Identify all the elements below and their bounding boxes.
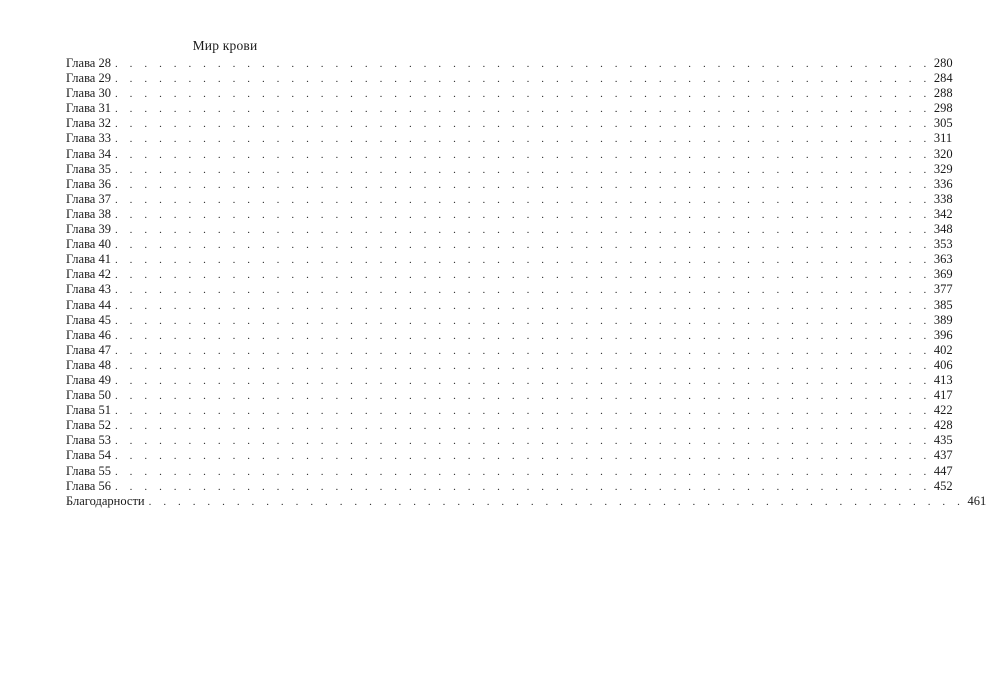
dot-leader: . . . . . . . . . . . . . . . . . . . . . . . . . . . . . . . . . . . . . . . . . . . . . . . . . . . . . . . .: [114, 359, 931, 372]
toc-entry: [66, 433, 953, 448]
toc-entry-label: Глава 30: [66, 86, 111, 101]
toc-entry-page-number: 369: [933, 267, 953, 282]
toc-entry-page-number: 342: [933, 206, 953, 221]
toc-entry: [66, 342, 953, 358]
toc-entry-page-number: 338: [933, 191, 953, 206]
toc-entry: [66, 131, 953, 146]
toc-entry-label: Глава 54: [66, 448, 111, 463]
toc-entry-label: Глава 34: [66, 146, 111, 161]
toc-entry-label: Глава 28: [66, 56, 111, 70]
dot-leader: . . . . . . . . . . . . . . . . . . . . . . . . . . . . . . . . . . . . . . . . . . . . . . . . . . . . . . . .: [114, 103, 931, 116]
toc-entry-page-number: 402: [933, 342, 953, 357]
dot-leader: . . . . . . . . . . . . . . . . . . . . . . . . . . . . . . . . . . . . . . . . . . . . . . . . . . . . . . . .: [114, 133, 931, 146]
dot-leader: . . . . . . . . . . . . . . . . . . . . . . . . . . . . . . . . . . . . . . . . . . . . . . . . . . . . . . . .: [114, 148, 931, 161]
toc-entry-label: Глава 52: [66, 418, 111, 433]
toc-entry: [66, 448, 953, 463]
toc-entry: [66, 191, 953, 207]
toc-entry-label: Глава 47: [66, 342, 111, 357]
toc-entry-label: Глава 53: [66, 433, 111, 448]
toc-entry-page-number: 406: [933, 357, 953, 372]
toc-entry-page-number: 447: [933, 463, 953, 478]
toc-entry-label: Глава 39: [66, 222, 111, 237]
toc-entry: [66, 403, 953, 418]
dot-leader: . . . . . . . . . . . . . . . . . . . . . . . . . . . . . . . . . . . . . . . . . . . . . . . . . . . . . . . .: [114, 435, 931, 448]
toc-entry: [66, 357, 953, 373]
toc-entry: [66, 116, 953, 131]
toc-entry-label: Глава 55: [66, 463, 111, 478]
toc-entry-page-number: 329: [933, 161, 953, 176]
toc-entry-page-number: 377: [933, 282, 953, 297]
toc-entry: [66, 388, 953, 403]
toc-entry-label: Благодарности: [66, 493, 145, 508]
toc-entry-page-number: 422: [933, 403, 953, 418]
toc-entry: [66, 176, 953, 192]
toc-entry: [66, 267, 953, 282]
toc-entry-page-number: 348: [933, 222, 953, 237]
toc-entry: [66, 372, 953, 388]
toc-entry: [66, 86, 953, 101]
toc-entry-page-number: 284: [933, 71, 953, 86]
toc-entry-label: Глава 56: [66, 478, 111, 493]
table-of-contents: [66, 56, 986, 509]
toc-entry-page-number: 288: [933, 86, 953, 101]
toc-entry: [66, 297, 953, 313]
toc-entry-page-number: 396: [933, 327, 953, 342]
toc-entry-label: Глава 37: [66, 191, 111, 206]
toc-entry: [66, 101, 953, 116]
toc-entry-page-number: 452: [933, 478, 953, 493]
toc-entry-page-number: 413: [933, 372, 953, 387]
toc-entry: [66, 237, 953, 252]
toc-entry-label: Глава 48: [66, 357, 111, 372]
toc-entry-page-number: 353: [933, 237, 953, 252]
dot-leader: . . . . . . . . . . . . . . . . . . . . . . . . . . . . . . . . . . . . . . . . . . . . . . . . . . . . . . . .: [148, 495, 965, 508]
toc-entry-label: Глава 50: [66, 388, 111, 403]
dot-leader: . . . . . . . . . . . . . . . . . . . . . . . . . . . . . . . . . . . . . . . . . . . . . . . . . . . . . . . .: [114, 254, 931, 267]
toc-entry-label: Глава 33: [66, 131, 111, 146]
dot-leader: . . . . . . . . . . . . . . . . . . . . . . . . . . . . . . . . . . . . . . . . . . . . . . . . . . . . . . . .: [114, 390, 931, 403]
dot-leader: . . . . . . . . . . . . . . . . . . . . . . . . . . . . . . . . . . . . . . . . . . . . . . . . . . . . . . . .: [114, 344, 931, 357]
dot-leader: . . . . . . . . . . . . . . . . . . . . . . . . . . . . . . . . . . . . . . . . . . . . . . . . . . . . . . . .: [114, 269, 931, 282]
dot-leader: . . . . . . . . . . . . . . . . . . . . . . . . . . . . . . . . . . . . . . . . . . . . . . . . . . . . . . . .: [114, 118, 931, 131]
page-title: Мир крови: [192, 38, 258, 53]
toc-entry-label: Глава 31: [66, 101, 111, 116]
dot-leader: . . . . . . . . . . . . . . . . . . . . . . . . . . . . . . . . . . . . . . . . . . . . . . . . . . . . . . . .: [114, 465, 931, 478]
toc-entry-label: Глава 29: [66, 71, 111, 86]
toc-entry: [66, 312, 953, 328]
toc-entry-page-number: 461: [967, 493, 986, 508]
toc-entry: [66, 206, 953, 222]
dot-leader: . . . . . . . . . . . . . . . . . . . . . . . . . . . . . . . . . . . . . . . . . . . . . . . . . . . . . . . .: [114, 178, 931, 191]
dot-leader: . . . . . . . . . . . . . . . . . . . . . . . . . . . . . . . . . . . . . . . . . . . . . . . . . . . . . . . .: [114, 224, 931, 237]
dot-leader: . . . . . . . . . . . . . . . . . . . . . . . . . . . . . . . . . . . . . . . . . . . . . . . . . . . . . . . .: [114, 314, 931, 327]
toc-entry-page-number: 280: [933, 56, 953, 70]
toc-entry-label: Глава 40: [66, 237, 111, 252]
toc-entry: [66, 478, 953, 494]
toc-entry-label: Глава 49: [66, 372, 111, 387]
dot-leader: . . . . . . . . . . . . . . . . . . . . . . . . . . . . . . . . . . . . . . . . . . . . . . . . . . . . . . . .: [114, 193, 931, 206]
dot-leader: . . . . . . . . . . . . . . . . . . . . . . . . . . . . . . . . . . . . . . . . . . . . . . . . . . . . . . . .: [114, 163, 931, 176]
toc-entry: [66, 146, 953, 162]
toc-entry-page-number: 336: [933, 176, 953, 191]
dot-leader: . . . . . . . . . . . . . . . . . . . . . . . . . . . . . . . . . . . . . . . . . . . . . . . . . . . . . . . .: [114, 284, 931, 297]
dot-leader: . . . . . . . . . . . . . . . . . . . . . . . . . . . . . . . . . . . . . . . . . . . . . . . . . . . . . . . .: [114, 420, 931, 433]
toc-entry-page-number: 435: [933, 433, 953, 448]
toc-entry: [66, 418, 953, 433]
toc-entry-page-number: 320: [933, 146, 953, 161]
toc-entry-label: Глава 35: [66, 161, 111, 176]
toc-entry-label: Глава 46: [66, 327, 111, 342]
dot-leader: . . . . . . . . . . . . . . . . . . . . . . . . . . . . . . . . . . . . . . . . . . . . . . . . . . . . . . . .: [114, 208, 931, 221]
dot-leader: . . . . . . . . . . . . . . . . . . . . . . . . . . . . . . . . . . . . . . . . . . . . . . . . . . . . . . . .: [114, 480, 931, 493]
toc-entry-page-number: 389: [933, 312, 953, 327]
dot-leader: . . . . . . . . . . . . . . . . . . . . . . . . . . . . . . . . . . . . . . . . . . . . . . . . . . . . . . . .: [114, 299, 931, 312]
toc-entry: [66, 463, 953, 479]
dot-leader: . . . . . . . . . . . . . . . . . . . . . . . . . . . . . . . . . . . . . . . . . . . . . . . . . . . . . . . .: [114, 58, 931, 70]
toc-entry-label: Глава 42: [66, 267, 111, 282]
dot-leader: . . . . . . . . . . . . . . . . . . . . . . . . . . . . . . . . . . . . . . . . . . . . . . . . . . . . . . . .: [114, 88, 931, 101]
toc-entry: [66, 161, 953, 177]
toc-entry-page-number: 363: [933, 252, 953, 267]
toc-entry-page-number: 305: [933, 116, 953, 131]
toc-entry: [66, 282, 953, 297]
toc-entry-page-number: 311: [933, 131, 953, 146]
dot-leader: . . . . . . . . . . . . . . . . . . . . . . . . . . . . . . . . . . . . . . . . . . . . . . . . . . . . . . . .: [114, 405, 931, 418]
dot-leader: . . . . . . . . . . . . . . . . . . . . . . . . . . . . . . . . . . . . . . . . . . . . . . . . . . . . . . . .: [114, 239, 931, 252]
toc-entry-label: Глава 41: [66, 252, 111, 267]
toc-entry-page-number: 417: [933, 388, 953, 403]
toc-entry-label: Глава 43: [66, 282, 111, 297]
toc-entry-page-number: 298: [933, 101, 953, 116]
dot-leader: . . . . . . . . . . . . . . . . . . . . . . . . . . . . . . . . . . . . . . . . . . . . . . . . . . . . . . . .: [114, 329, 931, 342]
toc-entry-label: Глава 51: [66, 403, 111, 418]
toc-entry: [66, 222, 953, 237]
dot-leader: . . . . . . . . . . . . . . . . . . . . . . . . . . . . . . . . . . . . . . . . . . . . . . . . . . . . . . . .: [114, 450, 931, 463]
toc-entry: [66, 493, 986, 509]
toc-entry: [66, 56, 953, 71]
toc-entry-page-number: 437: [933, 448, 953, 463]
toc-entry: [66, 71, 953, 86]
toc-entry-label: Глава 36: [66, 176, 111, 191]
toc-entry-label: Глава 44: [66, 297, 111, 312]
dot-leader: . . . . . . . . . . . . . . . . . . . . . . . . . . . . . . . . . . . . . . . . . . . . . . . . . . . . . . . .: [114, 374, 931, 387]
toc-entry-page-number: 385: [933, 297, 953, 312]
toc-entry-page-number: 428: [933, 418, 953, 433]
dot-leader: . . . . . . . . . . . . . . . . . . . . . . . . . . . . . . . . . . . . . . . . . . . . . . . . . . . . . . . .: [114, 73, 931, 86]
toc-entry-label: Глава 38: [66, 206, 111, 221]
toc-entry: [66, 252, 953, 267]
toc-entry-label: Глава 32: [66, 116, 111, 131]
toc-entry: [66, 327, 953, 343]
toc-entry-label: Глава 45: [66, 312, 111, 327]
